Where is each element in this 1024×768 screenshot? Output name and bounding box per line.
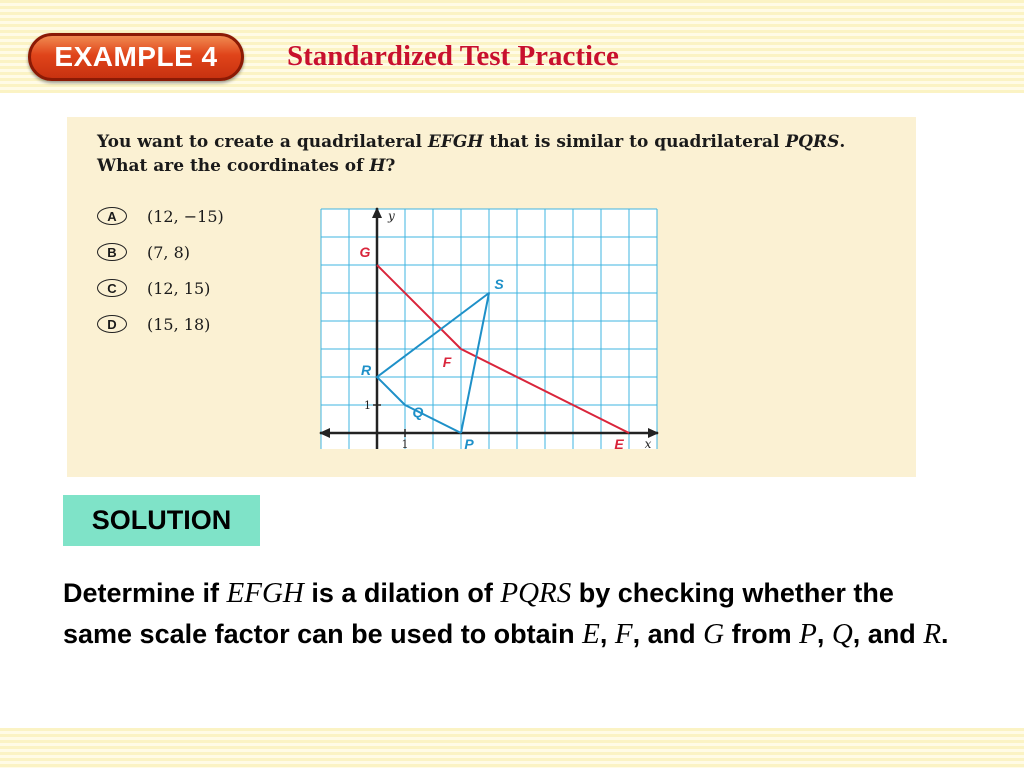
y-tick-label: 1 xyxy=(364,399,371,412)
question-part: that is similar to quadrilateral xyxy=(483,132,786,152)
solution-label: SOLUTION xyxy=(63,495,260,546)
question-var: EFGH xyxy=(427,132,484,152)
vertex-label-s: S xyxy=(494,276,504,292)
solution-var: R xyxy=(923,618,942,650)
choice-letter: A xyxy=(97,207,127,225)
solution-part: . xyxy=(941,619,949,649)
solution-part: by checking whether the same scale factor can be used to obtain xyxy=(63,578,894,649)
choice-text: (12, −15) xyxy=(147,206,224,226)
solution-text xyxy=(63,573,963,655)
solution-part: , xyxy=(599,619,615,649)
choice-c[interactable] xyxy=(97,276,210,300)
y-axis-label: y xyxy=(388,209,395,223)
question-part: You want to create a quadrilateral xyxy=(97,132,428,152)
x-tick-label: 1 xyxy=(401,438,409,449)
solution-var: E xyxy=(582,618,600,650)
solution-part: is a dilation of xyxy=(303,578,501,608)
choice-letter: B xyxy=(97,243,127,261)
question-var: H xyxy=(369,156,386,176)
vertex-label-g: G xyxy=(359,244,371,260)
choice-b[interactable] xyxy=(97,240,190,264)
coordinate-graph xyxy=(319,207,659,449)
choice-letter: D xyxy=(97,315,127,333)
choice-text: (7, 8) xyxy=(147,242,191,262)
solution-var: EFGH xyxy=(226,577,304,609)
solution-var: Q xyxy=(831,618,853,650)
vertex-label-r: R xyxy=(360,362,372,378)
example-badge: EXAMPLE 4 xyxy=(28,33,244,81)
solution-part: from xyxy=(724,619,800,649)
page-title: Standardized Test Practice xyxy=(287,40,619,72)
footer-band xyxy=(0,728,1024,768)
question-part: ? xyxy=(385,156,396,176)
solution-part: Determine if xyxy=(63,578,227,608)
solution-var: G xyxy=(703,618,725,650)
question-part: . What are the coordinates of xyxy=(97,132,846,176)
vertex-label-e: E xyxy=(614,436,624,449)
solution-part: , xyxy=(816,619,832,649)
solution-var: P xyxy=(799,618,817,650)
problem-panel xyxy=(67,117,916,477)
vertex-label-q: Q xyxy=(412,404,424,420)
choice-text: (12, 15) xyxy=(147,278,211,298)
solution-part: , and xyxy=(632,619,704,649)
solution-var: F xyxy=(614,618,633,650)
choice-d[interactable] xyxy=(97,312,210,336)
question-text xyxy=(97,130,897,178)
solution-part: , and xyxy=(852,619,924,649)
choice-letter: C xyxy=(97,279,127,297)
x-axis-label: x xyxy=(644,437,652,449)
solution-var: PQRS xyxy=(500,577,572,609)
vertex-label-f: F xyxy=(442,354,452,370)
choice-text: (15, 18) xyxy=(147,314,211,334)
question-var: PQRS xyxy=(785,132,840,152)
choice-a[interactable] xyxy=(97,204,224,228)
vertex-label-p: P xyxy=(464,436,474,449)
